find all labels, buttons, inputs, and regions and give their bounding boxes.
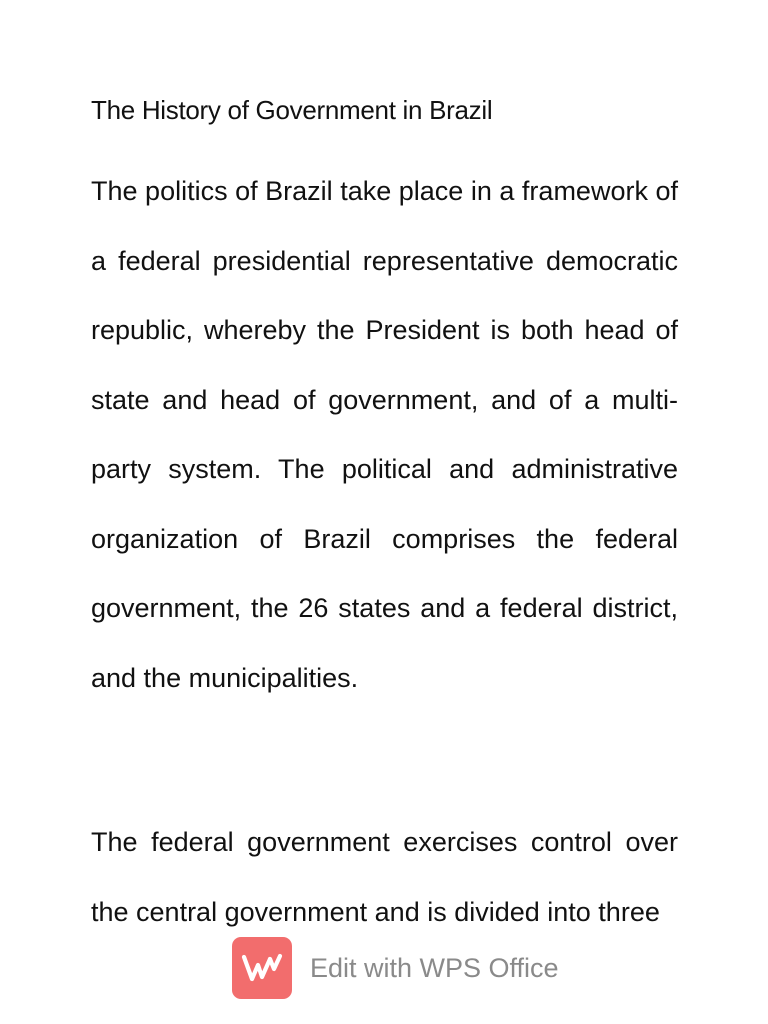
wps-office-logo-icon — [232, 937, 292, 999]
paragraph-2: The federal government exercises control over the central government and is divided into three — [91, 827, 678, 927]
edit-with-wps-button[interactable] — [232, 936, 559, 1000]
edit-with-wps-label: Edit with WPS Office — [310, 952, 559, 983]
wps-w-glyph-icon — [241, 953, 283, 983]
document-title: The History of Government in Brazil — [91, 95, 493, 125]
paragraph-1: The politics of Brazil take place in a framework of a federal presidential representative democratic republic, whereby the President is both head of state and head of government, and of a multi-party system. The political and administrative organization of Brazil comprises the federal government, the 26 states and a federal district, and the municipalities. — [91, 176, 678, 693]
